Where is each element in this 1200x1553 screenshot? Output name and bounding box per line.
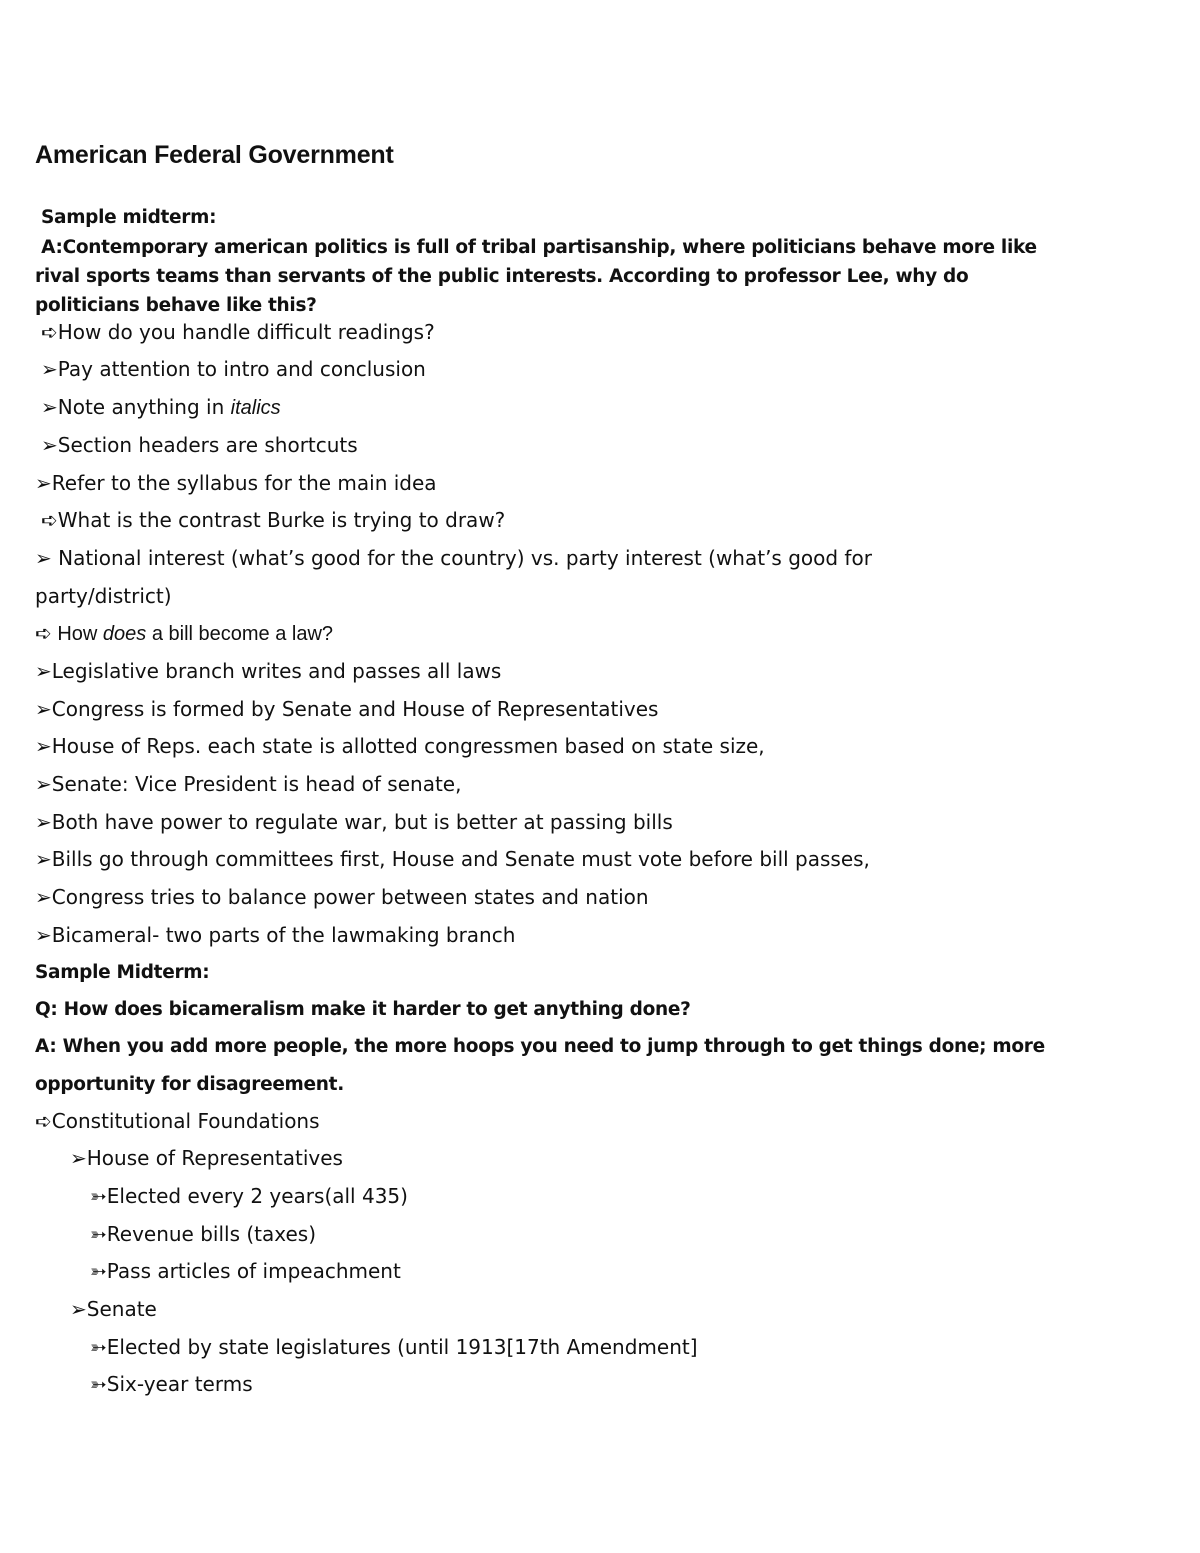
feather-bullet-icon: ➳ (90, 1335, 107, 1359)
chevron-bullet-icon: ➢ (35, 923, 52, 947)
note-bicameral (35, 921, 515, 949)
foundations-senate (70, 1295, 157, 1323)
chevron-bullet-icon: ➢ (35, 471, 52, 495)
midterm-answer: A: When you add more people, the more hoops you need to jump through to get things done; more (35, 1036, 1045, 1057)
chevron-bullet-icon: ➢ (35, 885, 52, 909)
chevron-bullet-icon: ➢ (35, 847, 52, 871)
chevron-bullet-icon: ➢ (35, 734, 52, 758)
note-text: National interest (what’s good for the country) vs. party interest (what’s good for (51, 546, 872, 570)
note-text: Six-year terms (106, 1372, 253, 1396)
house-item (90, 1182, 408, 1210)
chevron-bullet-icon: ➢ (70, 1146, 87, 1170)
note-text: Pass articles of impeachment (106, 1259, 401, 1283)
arrow-bullet-icon: ➪ (35, 1109, 52, 1133)
note-text: Congress tries to balance power between states and nation (51, 885, 649, 909)
feather-bullet-icon: ➳ (90, 1372, 107, 1396)
answer-text: A:Contemporary american politics is full of tribal partisanship, where politicians behave more like rival sports teams than servants of the public interests. According to professor Lee, why do politicians behave like this? (35, 237, 1037, 316)
chevron-bullet-icon: ➢ (35, 697, 52, 721)
note-national-interest-cont: party/district) (35, 584, 172, 608)
note-text: Bills go through committees first, House and Senate must vote before bill passes, (51, 847, 870, 871)
sample-midterm-heading-2: Sample Midterm: (35, 962, 210, 983)
chevron-bullet-icon: ➢ (41, 433, 58, 457)
note-national-interest (35, 544, 872, 572)
senate-item (90, 1370, 253, 1398)
chevron-bullet-icon: ➢ (35, 659, 52, 683)
note-committees (35, 845, 870, 873)
note-bill-question (35, 619, 333, 648)
note-italics (41, 393, 281, 422)
document-title: American Federal Government (35, 141, 394, 169)
note-text: How do you handle difficult readings? (57, 320, 435, 344)
chevron-bullet-icon: ➢ (35, 772, 52, 796)
arrow-bullet-icon: ➪ (41, 320, 58, 344)
note-text: How (51, 623, 103, 645)
senate-item (90, 1333, 698, 1361)
note-text: Congress is formed by Senate and House of Representatives (51, 697, 659, 721)
house-item (90, 1257, 401, 1285)
note-text: Bicameral- two parts of the lawmaking branch (51, 923, 516, 947)
midterm-question: Q: How does bicameralism make it harder to get anything done? (35, 999, 691, 1020)
note-syllabus (35, 469, 437, 497)
feather-bullet-icon: ➳ (90, 1259, 107, 1283)
arrow-bullet-icon: ➪ (41, 508, 58, 532)
note-text: House of Reps. each state is allotted congressmen based on state size, (51, 734, 765, 758)
feather-bullet-icon: ➳ (90, 1222, 107, 1246)
chevron-bullet-icon: ➢ (41, 395, 58, 419)
note-text: Constitutional Foundations (51, 1109, 320, 1133)
note-text: Elected by state legislatures (until 1913[17th Amendment] (106, 1335, 698, 1359)
note-text: What is the contrast Burke is trying to draw? (57, 508, 506, 532)
note-legislative (35, 657, 501, 685)
note-balance (35, 883, 649, 911)
note-text: Section headers are shortcuts (57, 433, 358, 457)
chevron-bullet-icon: ➢ (41, 357, 58, 381)
note-house-reps (35, 732, 765, 760)
house-item (90, 1220, 316, 1248)
note-section-headers (41, 431, 358, 459)
note-text: Pay attention to intro and conclusion (57, 357, 426, 381)
note-text: Senate: Vice President is head of senate, (51, 772, 462, 796)
note-text: Elected every 2 years(all 435) (106, 1184, 408, 1208)
foundations-house (70, 1144, 343, 1172)
foundations-heading (35, 1107, 320, 1135)
answer-paragraph (35, 233, 1065, 320)
feather-bullet-icon: ➳ (90, 1184, 107, 1208)
note-text: a bill become a law? (146, 623, 334, 645)
italic-word: italics (230, 397, 281, 419)
note-text: Refer to the syllabus for the main idea (51, 471, 437, 495)
note-text: Note anything in (57, 395, 231, 419)
note-intro-conclusion (41, 355, 426, 383)
midterm-answer-cont: opportunity for disagreement. (35, 1074, 344, 1095)
chevron-bullet-icon: ➢ (35, 810, 52, 834)
arrow-bullet-icon: ➪ (35, 621, 52, 645)
note-text: Both have power to regulate war, but is better at passing bills (51, 810, 673, 834)
note-text: Legislative branch writes and passes all laws (51, 659, 502, 683)
note-text: House of Representatives (86, 1146, 343, 1170)
note-readings-question (41, 318, 435, 346)
note-senate-vp (35, 770, 461, 798)
note-war-power (35, 808, 673, 836)
italic-word: does (102, 623, 147, 645)
note-congress-formed (35, 695, 658, 723)
note-burke-question (41, 506, 505, 534)
chevron-bullet-icon: ➢ (70, 1297, 87, 1321)
chevron-bullet-icon: ➢ (35, 546, 52, 570)
note-text: Revenue bills (taxes) (106, 1222, 317, 1246)
note-text: Senate (86, 1297, 157, 1321)
sample-midterm-heading: Sample midterm: (41, 207, 217, 228)
